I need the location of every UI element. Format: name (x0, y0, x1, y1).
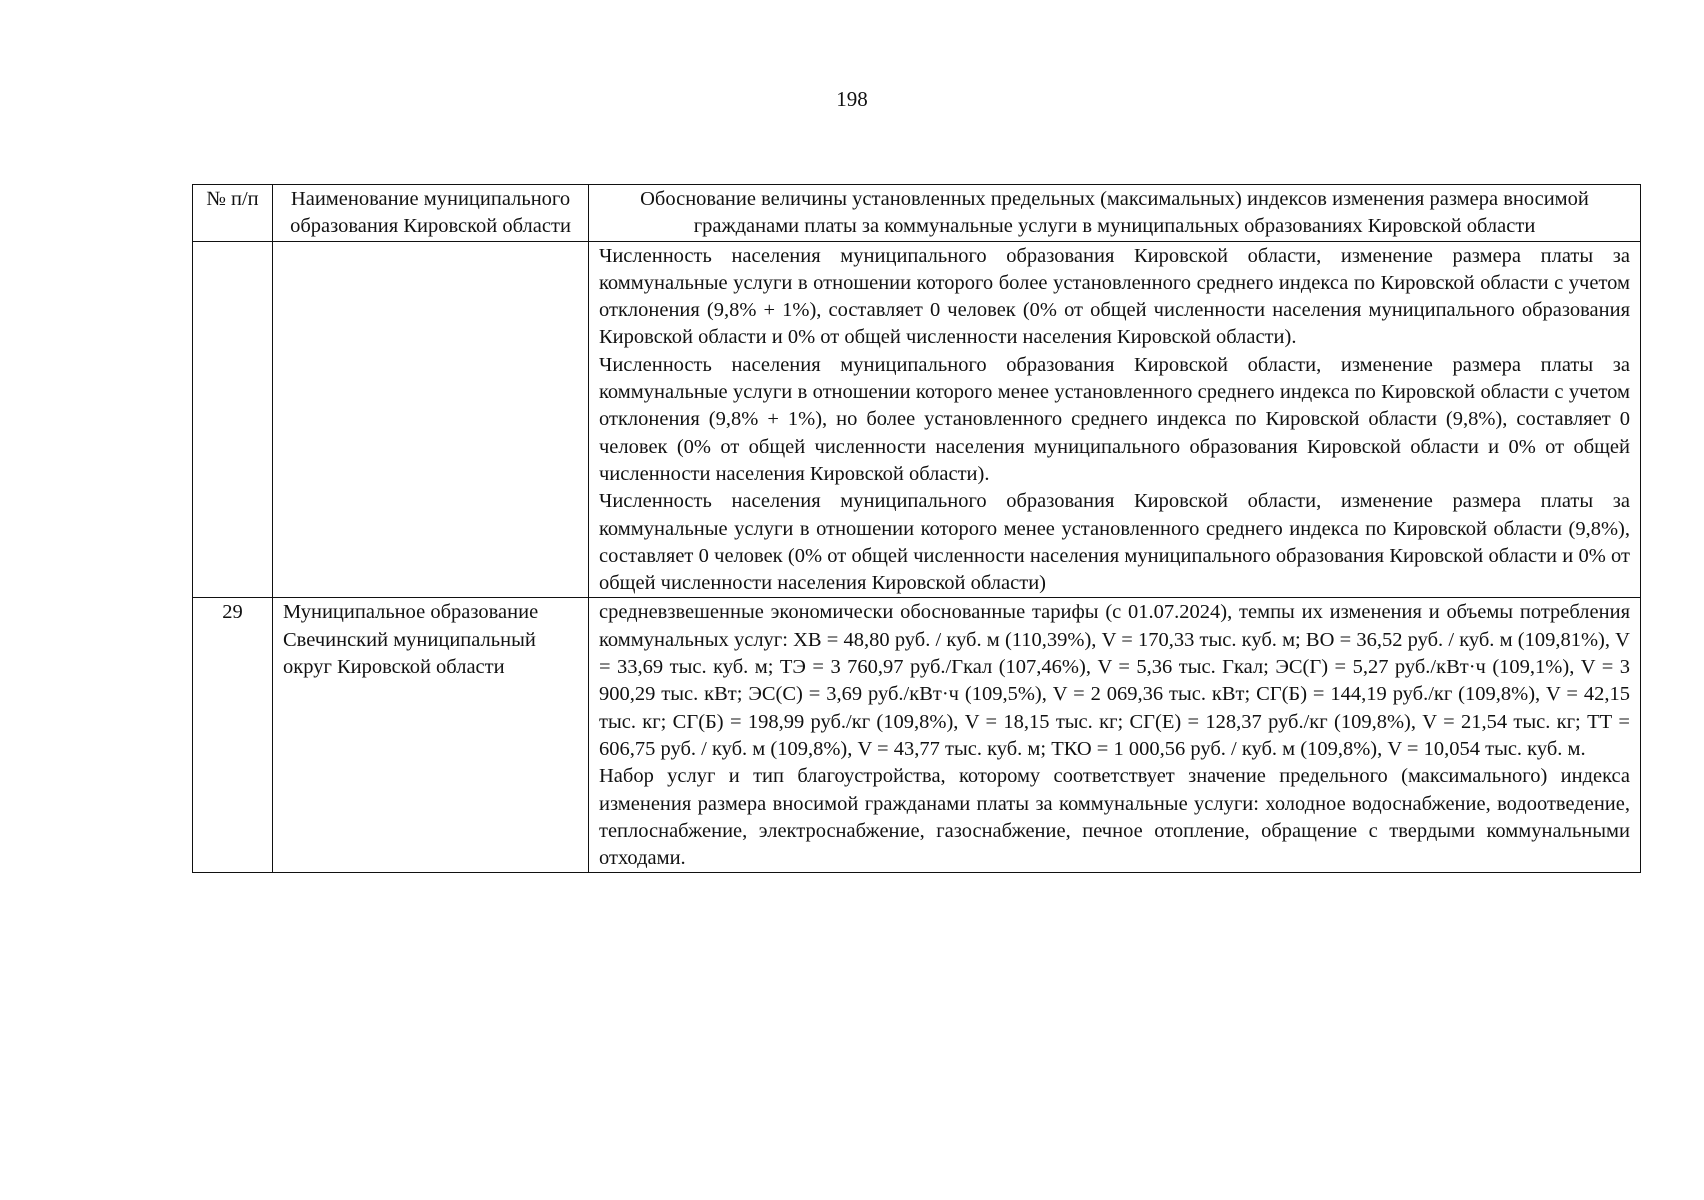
justification-paragraph: средневзвешенные экономически обоснованные тарифы (с 01.07.2024), темпы их изменения и объемы потребления коммунальных услуг: ХВ = 48,80 руб. / куб. м (110,39%), V = 170,33 тыс. куб. м; ВО = 36,52 руб. / куб. м (109,81%), V = 33,69 тыс. куб. м; ТЭ = 3 760,97 руб./Гкал (107,46%), V = 5,36 тыс. Гкал; ЭС(Г) = 5,27 руб./кВт·ч (109,1%), V = 3 900,29 тыс. кВт; ЭС(С) = 3,69 руб./кВт·ч (109,5%), V = 2 069,36 тыс. кВт; СГ(Б) = 144,19 руб./кг (109,8%), V = 42,15 тыс. кг; СГ(Б) = 198,99 руб./кг (109,8%), V = 18,15 тыс. кг; СГ(Е) = 128,37 руб./кг (109,8%), V = 21,54 тыс. кг; ТТ = 606,75 руб. / куб. м (109,8%), V = 43,77 тыс. куб. м; ТКО = 1 000,56 руб. / куб. м (109,8%), V = 10,054 тыс. куб. м. (599, 601, 1630, 760)
tariff-index-table (192, 184, 1641, 873)
row-number (193, 241, 273, 598)
justification-paragraph: Численность населения муниципального образования Кировской области, изменение размера платы за коммунальные услуги в отношении которого более установленного среднего индекса по Кировской области с учетом отклонения (9,8% + 1%), составляет 0 человек (0% от общей численности населения муниципального образования Кировской области и 0% от общей численности населения Кировской области). (599, 244, 1630, 349)
justification-paragraph: Численность населения муниципального образования Кировской области, изменение размера платы за коммунальные услуги в отношении которого менее установленного среднего индекса по Кировской области с учетом отклонения (9,8% + 1%), но более установленного среднего индекса по Кировской области (9,8%), составляет 0 человек (0% от общей численности населения муниципального образования Кировской области и 0% от общей численности населения Кировской области). (599, 353, 1630, 485)
header-justification: Обоснование величины установленных предельных (максимальных) индексов изменения размера вносимой гражданами платы за коммунальные услуги в муниципальных образованиях Кировской области (589, 185, 1641, 242)
header-municipality-name: Наименование муниципального образования Кировской области (273, 185, 589, 242)
page-number: 198 (836, 87, 868, 111)
table-row (193, 241, 1641, 598)
row-municipality-name (273, 241, 589, 598)
row-justification (589, 241, 1641, 598)
table-header-row (193, 185, 1641, 242)
row-number: 29 (193, 598, 273, 873)
table-row (193, 598, 1641, 873)
justification-paragraph: Численность населения муниципального образования Кировской области, изменение размера платы за коммунальные услуги в отношении которого менее установленного среднего индекса по Кировской области (9,8%), составляет 0 человек (0% от общей численности населения муниципального образования Кировской области и 0% от общей численности населения Кировской области) (599, 490, 1630, 595)
row-municipality-name: Муниципальное образование Свечинский муниципальный округ Кировской области (273, 598, 589, 873)
row-justification (589, 598, 1641, 873)
justification-paragraph: Набор услуг и тип благоустройства, которому соответствует значение предельного (максимального) индекса изменения размера вносимой гражданами платы за коммунальные услуги: холодное водоснабжение, водоотведение, теплоснабжение, электроснабжение, газоснабжение, печное отопление, обращение с твердыми коммунальными отходами. (599, 765, 1630, 870)
header-number: № п/п (193, 185, 273, 242)
